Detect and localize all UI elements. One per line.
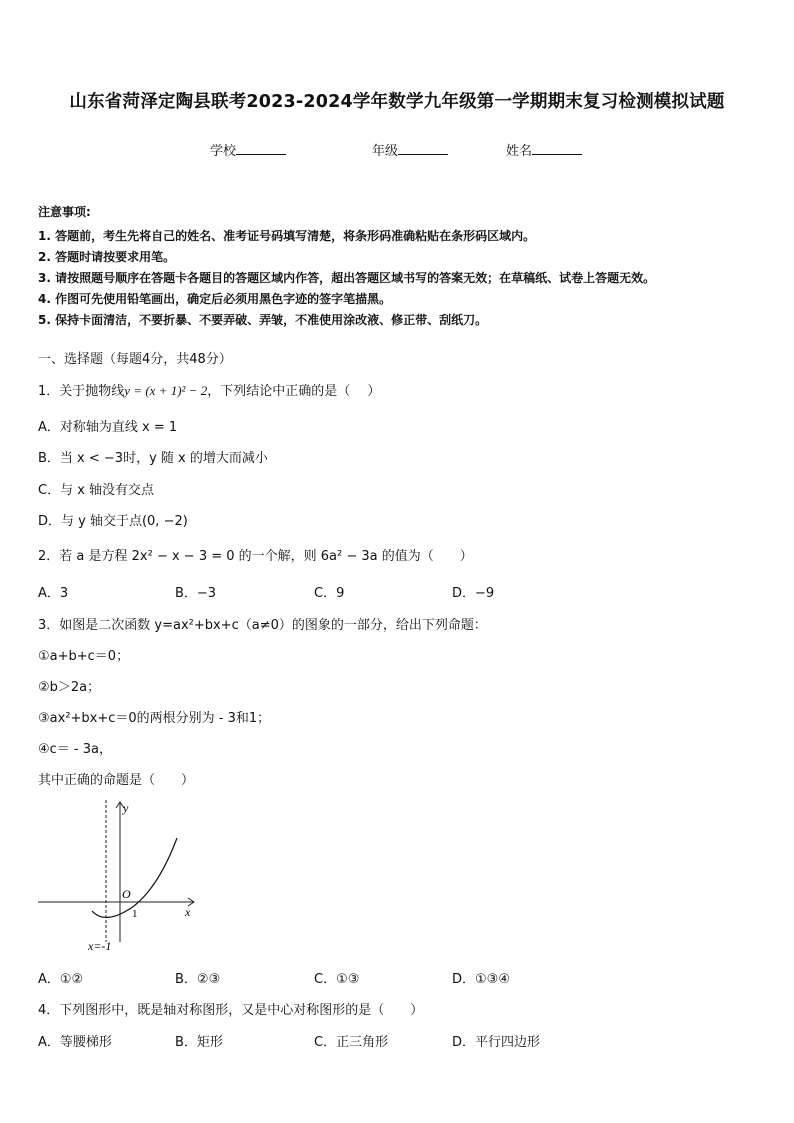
parabola-graph bbox=[34, 796, 204, 956]
parabola-curve bbox=[92, 838, 177, 917]
grade-field bbox=[372, 140, 448, 159]
q3-question: 其中正确的命题是（ ） bbox=[38, 773, 195, 788]
x-label: x bbox=[185, 905, 191, 919]
q4-option-b: B．矩形 bbox=[175, 1035, 223, 1050]
q1-option-b: B．当 x < −3时，y 随 x 的增大而减小 bbox=[38, 451, 268, 466]
q3-option-d: D．①③④ bbox=[452, 972, 510, 987]
note-item: 3. 请按照题号顺序在答题卡各题目的答题区域内作答，超出答题区域书写的答案无效；在草稿纸、试卷上答题无效。 bbox=[38, 271, 656, 285]
q2-option-d: D．−9 bbox=[452, 586, 495, 601]
q4-option-c: C．正三角形 bbox=[314, 1035, 389, 1050]
origin-label: O bbox=[122, 887, 131, 901]
name-blank bbox=[532, 143, 582, 155]
note-item: 5. 保持卡面清洁，不要折暴、不要弄破、弄皱，不准使用涂改液、修正带、刮纸刀。 bbox=[38, 313, 488, 327]
q1-option-c: C．与 x 轴没有交点 bbox=[38, 483, 155, 498]
q1-option-a: A．对称轴为直线 x = 1 bbox=[38, 420, 178, 435]
q4-stem: 4．下列图形中，既是轴对称图形，又是中心对称图形的是（ ） bbox=[38, 1003, 424, 1018]
q1-expr: y = (x + 1)² − 2 bbox=[124, 383, 208, 398]
q1-suffix: ，下列结论中正确的是（ ） bbox=[207, 384, 381, 399]
section-heading: 一、选择题（每题4分，共48分） bbox=[38, 352, 232, 367]
name-field bbox=[506, 140, 582, 159]
name-label: 姓名 bbox=[506, 144, 533, 159]
q3-option-b: B．②③ bbox=[175, 972, 221, 987]
q3-statement-1: ①a+b+c＝0； bbox=[38, 649, 130, 664]
q3-stem: 3．如图是二次函数 y=ax²+bx+c（a≠0）的图象的一部分，给出下列命题： bbox=[38, 618, 487, 633]
q2-stem: 2．若 a 是方程 2x² − x − 3 = 0 的一个解，则 6a² − 3a 的值为（ ） bbox=[38, 549, 473, 564]
note-item: 2. 答题时请按要求用笔。 bbox=[38, 250, 176, 264]
axis-line-label: x=-1 bbox=[88, 939, 112, 953]
q3-option-a: A．①② bbox=[38, 972, 84, 987]
notes-heading: 注意事项: bbox=[38, 205, 91, 219]
q4-option-a: A．等腰梯形 bbox=[38, 1035, 112, 1050]
q1-stem bbox=[38, 380, 380, 399]
q3-statement-2: ②b＞2a； bbox=[38, 680, 101, 695]
q2-option-c: C．9 bbox=[314, 586, 345, 601]
q3-statement-4: ④c＝ - 3a， bbox=[38, 742, 112, 757]
q3-statement-3: ③ax²+bx+c＝0的两根分别为 - 3和1； bbox=[38, 711, 271, 726]
note-item: 4. 作图可先使用铅笔画出，确定后必须用黑色字迹的签字笔描黑。 bbox=[38, 292, 392, 306]
school-field bbox=[210, 140, 286, 159]
q3-option-c: C．①③ bbox=[314, 972, 360, 987]
note-item: 1. 答题前，考生先将自己的姓名、准考证号码填写清楚，将条形码准确粘贴在条形码区域内。 bbox=[38, 229, 536, 243]
page-title: 山东省菏泽定陶县联考2023-2024学年数学九年级第一学期期末复习检测模拟试题 bbox=[69, 92, 725, 112]
school-label: 学校 bbox=[210, 144, 237, 159]
grade-blank bbox=[398, 143, 448, 155]
notes-block bbox=[38, 203, 768, 331]
grade-label: 年级 bbox=[372, 144, 399, 159]
q1-prefix: 1．关于抛物线 bbox=[38, 384, 125, 399]
q1-option-d: D．与 y 轴交于点(0, −2) bbox=[38, 514, 188, 529]
y-label: y bbox=[123, 801, 129, 815]
q4-option-d: D．平行四边形 bbox=[452, 1035, 541, 1050]
q2-option-a: A．3 bbox=[38, 586, 69, 601]
q2-option-b: B．−3 bbox=[175, 586, 217, 601]
one-label: 1 bbox=[132, 908, 138, 920]
school-blank bbox=[236, 143, 286, 155]
